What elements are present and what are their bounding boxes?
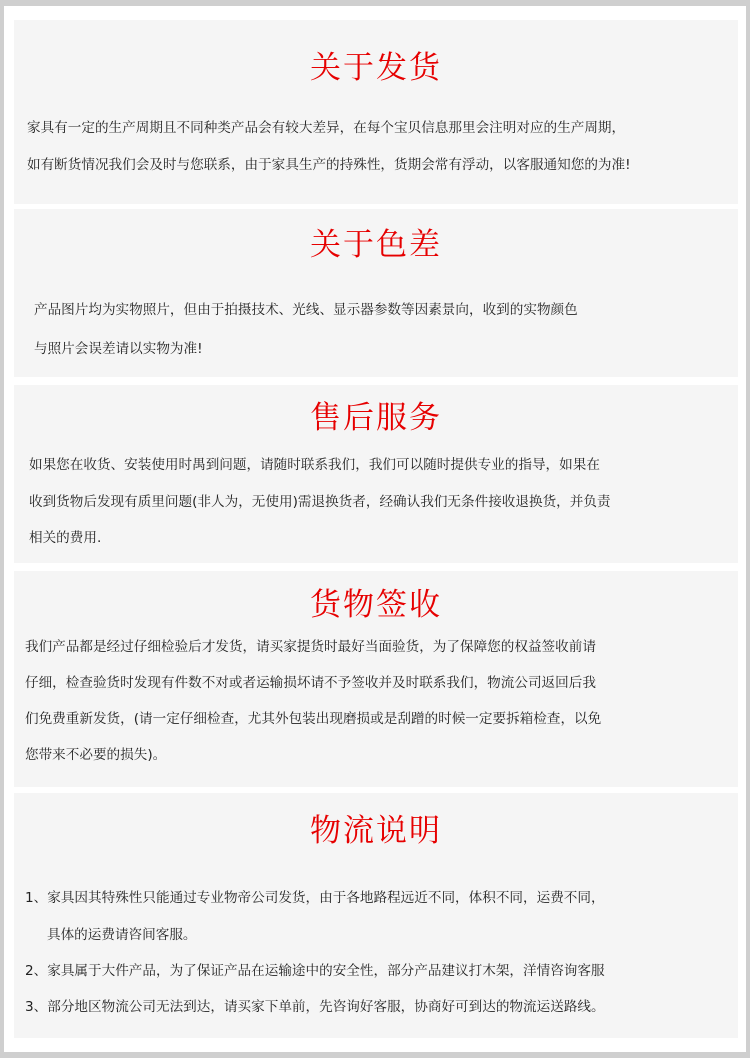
section-text-line: 家具有一定的生产周期且不同种类产品会有较大差异，在每个宝贝信息那里会注明对应的生产周期， [27, 120, 626, 136]
section-after-sales [14, 385, 738, 563]
section-text-line: 收到货物后发现有质里问题(非人为，无使用)需退换货者，经确认我们无条件接收退换货，并负责 [29, 494, 611, 510]
section-title: 关于发货 [310, 50, 442, 86]
section-text-line: 如有断货情况我们会及时与您联系，由于家具生产的持殊性，货期会常有浮动，以客服通知您的为准! [27, 157, 631, 173]
section-text-line: 3、部分地区物流公司无法到达，请买家下单前，先咨询好客服，协商好可到达的物流运送路线。 [25, 999, 605, 1015]
section-text-line: 具体的运费请咨间客服。 [47, 927, 197, 943]
section-text-line: 产品图片均为实物照片，但由于拍摄技术、光线、显示器参数等因素景向，收到的实物颜色 [34, 302, 578, 318]
section-title: 售后服务 [310, 400, 442, 436]
section-text-line: 您带来不必要的损失)。 [25, 747, 167, 763]
section-text-line: 我们产品都是经过仔细检验后才发货，请买家提货时最好当面验货，为了保障您的权益签收前请 [25, 639, 596, 655]
section-text-line: 1、家具因其特殊性只能通过专业物帝公司发货，由于各地路程远近不同，体积不同，运费不同， [25, 890, 605, 906]
section-text-line: 仔细，检查验货时发现有件数不对或者运输损坏请不予签收并及时联系我们，物流公司返回后我 [25, 675, 596, 691]
section-title: 物流说明 [310, 813, 442, 849]
section-logistics [14, 793, 738, 1038]
section-shipping [14, 20, 738, 204]
section-text-line: 如果您在收货、安装使用时禺到问题，请随时联系我们，我们可以随时提供专业的指导，如果在 [29, 457, 600, 473]
section-text-line: 相关的费用. [29, 530, 102, 546]
section-text-line: 与照片会误差请以实物为准! [34, 341, 203, 357]
page [4, 6, 746, 1052]
section-receipt [14, 571, 738, 787]
section-color-difference [14, 209, 738, 377]
section-title: 货物签收 [310, 587, 442, 623]
section-title: 关于色差 [310, 227, 442, 263]
section-text-line: 2、家具属于大件产品，为了保证产品在运输途中的安全性，部分产品建议打木架，洋情咨询客服 [25, 963, 605, 979]
section-text-line: 们免费重新发货，(请一定仔细检查，尤其外包装出现磨损或是刮蹭的时候一定要拆箱检查，以免 [25, 711, 602, 727]
